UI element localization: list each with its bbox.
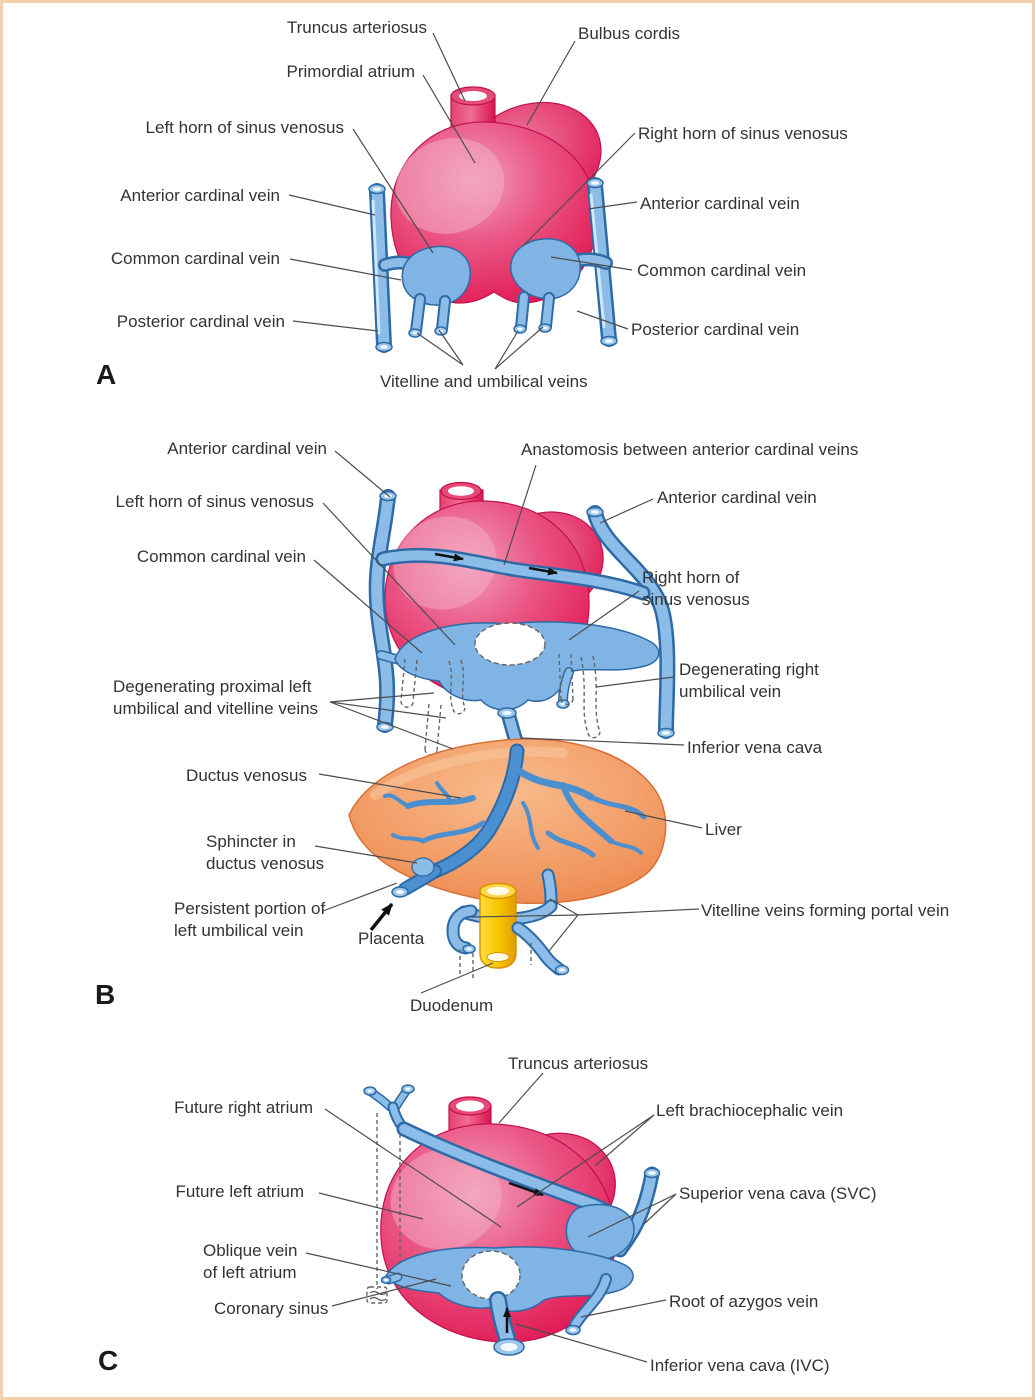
- label-degenerating-right: Degenerating right umbilical vein: [679, 660, 819, 701]
- label-left-horn-sinus-venosus-b: Left horn of sinus venosus: [115, 492, 314, 511]
- label-liver: Liver: [705, 820, 742, 839]
- label-posterior-cardinal-left-a: Posterior cardinal vein: [116, 312, 285, 331]
- panel-c-artwork: [306, 1073, 676, 1362]
- label-future-right-atrium: Future right atrium: [174, 1098, 313, 1117]
- label-common-cardinal-right-a: Common cardinal vein: [637, 261, 807, 280]
- label-persistent-left-umbilical: Persistent portion of left umbilical vein: [174, 899, 326, 940]
- label-anterior-cardinal-right-a: Anterior cardinal vein: [640, 194, 800, 213]
- label-vitelline-veins-portal: Vitelline veins forming portal vein: [701, 901, 950, 920]
- panel-letter-b: B: [95, 979, 116, 1010]
- label-anastomosis: Anastomosis between anterior cardinal veins: [521, 440, 859, 459]
- panel-a-artwork: [286, 33, 637, 369]
- label-truncus-arteriosus-c: Truncus arteriosus: [508, 1054, 649, 1073]
- label-primordial-atrium: Primordial atrium: [286, 62, 415, 81]
- label-inferior-vena-cava-c: Inferior vena cava (IVC): [650, 1356, 830, 1375]
- label-sphincter-ductus-venosus: Sphincter in ductus venosus: [206, 832, 325, 873]
- label-coronary-sinus: Coronary sinus: [214, 1299, 329, 1318]
- label-right-horn-sinus-venosus-b: Right horn of sinus venosus: [642, 568, 750, 609]
- label-placenta: Placenta: [358, 929, 425, 948]
- panel-b-artwork: [314, 451, 702, 993]
- label-bulbus-cordis: Bulbus cordis: [578, 24, 681, 43]
- label-left-brachiocephalic-vein: Left brachiocephalic vein: [656, 1101, 844, 1120]
- label-inferior-vena-cava-b: Inferior vena cava: [687, 738, 823, 757]
- label-root-of-azygos-vein: Root of azygos vein: [669, 1292, 819, 1311]
- label-common-cardinal-b: Common cardinal vein: [136, 547, 306, 566]
- label-anterior-cardinal-left-b: Anterior cardinal vein: [167, 439, 327, 458]
- label-duodenum: Duodenum: [410, 996, 494, 1015]
- label-anterior-cardinal-left-a: Anterior cardinal vein: [120, 186, 280, 205]
- label-degenerating-left: Degenerating proximal left umbilical and vitelline veins: [113, 677, 319, 718]
- panel-letter-a: A: [96, 359, 117, 390]
- label-vitelline-umbilical-veins: Vitelline and umbilical veins: [380, 372, 588, 391]
- panel-letter-c: C: [98, 1345, 119, 1376]
- label-anterior-cardinal-right-b: Anterior cardinal vein: [657, 488, 817, 507]
- label-left-horn-sinus-venosus-a: Left horn of sinus venosus: [145, 118, 344, 137]
- label-future-left-atrium: Future left atrium: [175, 1182, 304, 1201]
- label-superior-vena-cava: Superior vena cava (SVC): [679, 1184, 877, 1203]
- label-oblique-vein-left-atrium: Oblique vein of left atrium: [203, 1241, 298, 1282]
- label-ductus-venosus: Ductus venosus: [186, 766, 307, 785]
- label-posterior-cardinal-right-a: Posterior cardinal vein: [631, 320, 800, 339]
- label-truncus-arteriosus-a: Truncus arteriosus: [286, 18, 427, 37]
- label-common-cardinal-left-a: Common cardinal vein: [110, 249, 280, 268]
- label-right-horn-sinus-venosus-a: Right horn of sinus venosus: [638, 124, 848, 143]
